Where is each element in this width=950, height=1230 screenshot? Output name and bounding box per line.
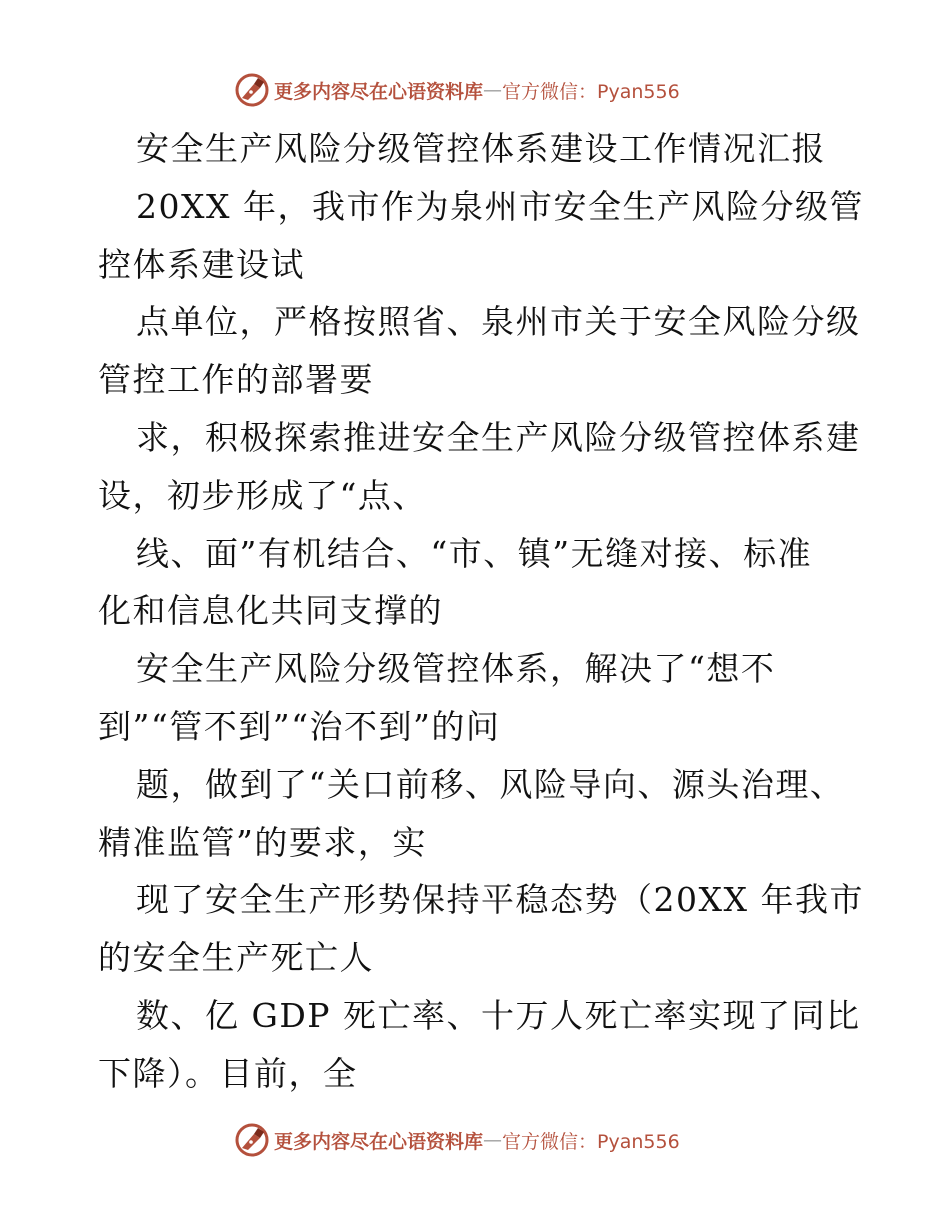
text-line: 下降）。目前，全 bbox=[98, 1053, 358, 1093]
document-body bbox=[98, 120, 864, 1103]
text-line: 线、面”有机结合、“市、镇”无缝对接、标准 bbox=[136, 533, 813, 573]
banner-main-text: 更多内容尽在心语资料库 bbox=[274, 1130, 484, 1153]
header-banner bbox=[234, 70, 680, 110]
text-line: 管控工作的部署要 bbox=[98, 360, 374, 400]
text-line: 20XX 年，我市作为泉州市安全生产风险分级管 bbox=[136, 186, 864, 226]
text-line: 设，初步形成了“点、 bbox=[98, 475, 427, 515]
text-line: 的安全生产死亡人 bbox=[98, 938, 374, 978]
text-line: 求，积极探索推进安全生产风险分级管控体系建 bbox=[136, 417, 861, 457]
banner-main-text: 更多内容尽在心语资料库 bbox=[274, 80, 484, 103]
text-line: 现了安全生产形势保持平稳态势（20XX 年我市 bbox=[136, 880, 864, 920]
banner-contact-text: 官方微信：Pyan556 bbox=[502, 80, 680, 103]
text-line: 控体系建设试 bbox=[98, 244, 305, 284]
banner-separator: — bbox=[483, 79, 503, 101]
pen-nib-logo-icon bbox=[234, 1122, 270, 1158]
text-line: 数、亿 GDP 死亡率、十万人死亡率实现了同比 bbox=[136, 995, 861, 1035]
text-line: 题，做到了“关口前移、风险导向、源头治理、 bbox=[136, 764, 845, 804]
footer-banner bbox=[234, 1120, 680, 1160]
pen-nib-logo-icon bbox=[234, 72, 270, 108]
text-line: 化和信息化共同支撑的 bbox=[98, 591, 443, 631]
text-line: 精准监管”的要求，实 bbox=[98, 822, 427, 862]
banner-contact-text: 官方微信：Pyan556 bbox=[502, 1130, 680, 1153]
banner-separator: — bbox=[483, 1129, 503, 1151]
text-line: 到”“管不到”“治不到”的问 bbox=[98, 706, 501, 746]
text-line: 安全生产风险分级管控体系，解决了“想不 bbox=[136, 649, 776, 689]
text-line: 点单位，严格按照省、泉州市关于安全风险分级 bbox=[136, 302, 861, 342]
text-line: 安全生产风险分级管控体系建设工作情况汇报 bbox=[136, 129, 826, 168]
